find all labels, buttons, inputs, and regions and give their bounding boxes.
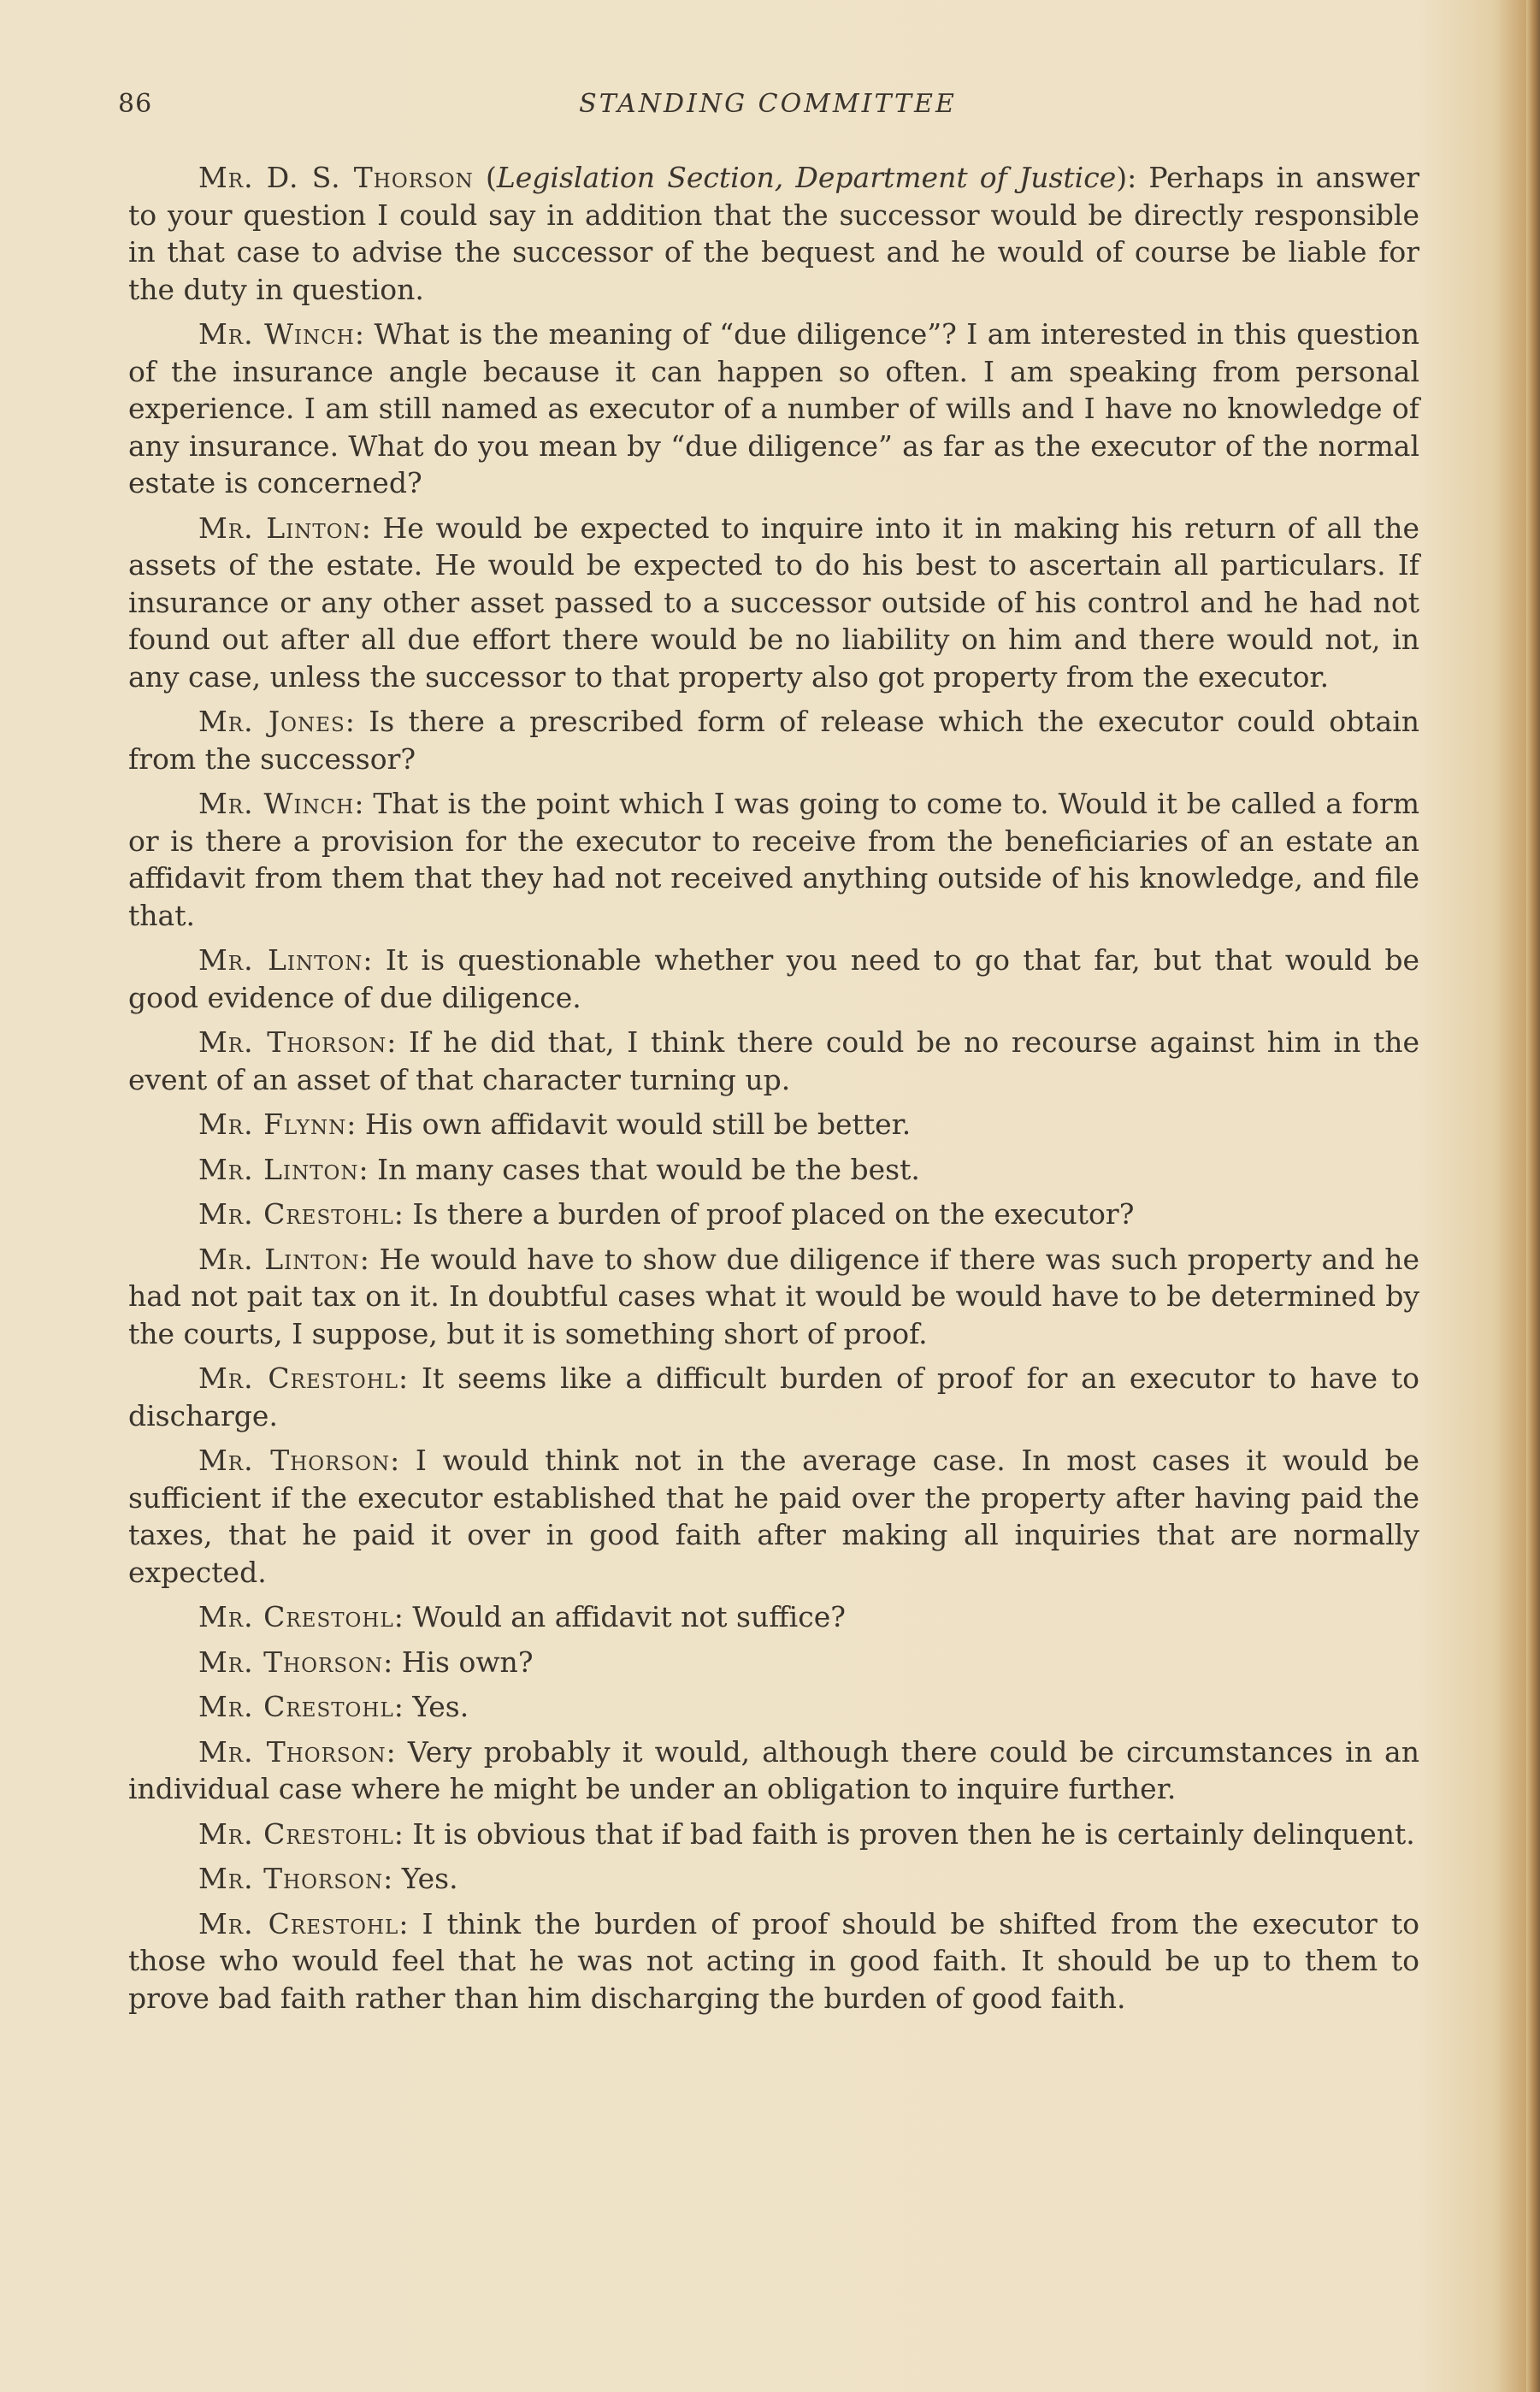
paragraph: Mr. Crestohl: I think the burden of proof should be shifted from the executor to those who would feel that he was not acting in good faith. It should be up to them to prove bad faith rather than him discharging the burden of good faith. xyxy=(128,1906,1419,2015)
paragraph: Mr. D. S. Thorson (Legislation Section, Department of Justice): Perhaps in answer to your question I could say in addition that the successor would be directly responsible in that case to advise the successor of the bequest and he would of course be liable for the duty in question. xyxy=(128,161,1419,306)
speaker-name: Mr. Crestohl xyxy=(198,1816,394,1851)
running-head: STANDING COMMITTEE xyxy=(579,89,957,119)
paragraph: Mr. Crestohl: Yes. xyxy=(198,1690,469,1723)
paragraph: Mr. Linton: He would have to show due diligence if there was such property and he had not pait tax on it. In doubtful cases what it would be would have to be determined by the courts, I suppose, but it is something short of proof. xyxy=(128,1242,1420,1350)
paragraph: Mr. Crestohl: It seems like a difficult burden of proof for an executor to have to discharge. xyxy=(128,1361,1419,1432)
paragraph-text: That is the point which I was going to come to. Would it be called a form or is there a provision for the executor to receive from the beneficiaries of an estate an affidavit from them that they had not received anything outside of his knowledge, and file that. xyxy=(128,787,1420,932)
paragraph-text: If he did that, I think there could be no recourse against him in the event of an asset of that character turning up. xyxy=(128,1025,1420,1096)
page-binding-edge xyxy=(1526,0,1540,2392)
speaker-name: Mr. Flynn xyxy=(198,1107,347,1141)
paragraph: Mr. Thorson: Yes. xyxy=(198,1862,458,1895)
paragraph: Mr. Linton: It is questionable whether you need to go that far, but that would be good evidence of due diligence. xyxy=(128,943,1419,1014)
paragraph-text: What is the meaning of “due diligence”? I am interested in this question of the insurance angle because it can happen so often. I am speaking from personal experience. I am still named as executor of a number of wills and I have no knowledge of any insurance. What do you mean by “due diligence” as far as the executor of the normal estate is concerned? xyxy=(128,317,1420,499)
paragraph: Mr. Thorson: I would think not in the average case. In most cases it would be sufficient if the executor established that he paid over the property after having paid the taxes, that he paid it over in good faith after making all inquiries that are normally expected. xyxy=(128,1444,1419,1589)
speaker-name: Mr. Winch xyxy=(198,787,355,820)
speaker-name: Mr. Crestohl xyxy=(198,1600,394,1633)
paragraph: Mr. Flynn: His own affidavit would still be better. xyxy=(198,1107,912,1141)
paragraph-text: Yes. xyxy=(401,1862,458,1895)
paragraph-text: I would think not in the average case. In most cases it would be sufficient if the executor established that he paid over the property after having paid the taxes, that he paid it over in good faith after making all inquiries that are normally expected. xyxy=(128,1444,1419,1589)
speaker-name: Mr. Thorson xyxy=(198,1734,386,1769)
speaker-name: Mr. Linton xyxy=(198,943,363,977)
paragraph-text: His own? xyxy=(401,1645,534,1679)
paragraph: Mr. Thorson: If he did that, I think there could be no recourse against him in the event of an asset of that character turning up. xyxy=(128,1025,1420,1096)
paragraph: Mr. Thorson: Very probably it would, although there could be circumstances in an individual case where he might be under an obligation to inquire further. xyxy=(128,1734,1419,1805)
paragraph-text: Would an affidavit not suffice? xyxy=(412,1600,846,1633)
speaker-name: Mr. Winch xyxy=(198,317,355,351)
speaker-name: Mr. Crestohl xyxy=(198,1197,394,1231)
paragraph: Mr. Jones: Is there a prescribed form of release which the executor could obtain from the successor? xyxy=(128,705,1420,776)
speaker-affiliation: Legislation Section, Department of Justice xyxy=(496,161,1117,194)
speaker-name: Mr. Linton xyxy=(198,1242,360,1276)
speaker-name: Mr. Thorson xyxy=(198,1025,387,1059)
speaker-name: Mr. Thorson xyxy=(198,1444,391,1477)
speaker-name: Mr. Thorson xyxy=(198,1862,384,1895)
transcript-body xyxy=(128,159,1419,2024)
paragraph: Mr. Crestohl: Is there a burden of proof placed on the executor? xyxy=(198,1197,1135,1231)
paragraph: Mr. Thorson: His own? xyxy=(198,1645,534,1679)
paragraph: Mr. Winch: What is the meaning of “due diligence”? I am interested in this question of the insurance angle because it can happen so often. I am speaking from personal experience. I am still named as executor of a number of wills and I have no knowledge of any insurance. What do you mean by “due diligence” as far as the executor of the normal estate is concerned? xyxy=(128,317,1420,499)
paragraph: Mr. Linton: He would be expected to inquire into it in making his return of all the assets of the estate. He would be expected to do his best to ascertain all particulars. If insurance or any other asset passed to a successor outside of his control and he had not found out after all due effort there would be no liability on him and there would not, in any case, unless the successor to that property also got property from the executor. xyxy=(128,511,1419,694)
page-header xyxy=(118,89,1418,132)
paragraph-text: It is obvious that if bad faith is proven then he is certainly delinquent. xyxy=(412,1816,1415,1851)
paragraph-text: It is questionable whether you need to go that far, but that would be good evidence of due diligence. xyxy=(128,943,1419,1014)
paragraph-text: I think the burden of proof should be shifted from the executor to those who would feel that he was not acting in good faith. It should be up to them to prove bad faith rather than him discharging the burden of good faith. xyxy=(128,1906,1419,2015)
paragraph: Mr. Linton: In many cases that would be the best. xyxy=(198,1152,920,1186)
paragraph-text: Is there a prescribed form of release which the executor could obtain from the successor? xyxy=(128,705,1420,776)
paragraph: Mr. Winch: That is the point which I was going to come to. Would it be called a form or is there a provision for the executor to receive from the beneficiaries of an estate an affidavit from them that they had not received anything outside of his knowledge, and file that. xyxy=(128,787,1420,932)
speaker-name: Mr. Linton xyxy=(198,1152,359,1186)
paragraph: Mr. Crestohl: Would an affidavit not suffice? xyxy=(198,1600,846,1633)
paragraph-text: Very probably it would, although there could be circumstances in an individual case where he might be under an obligation to inquire further. xyxy=(128,1734,1419,1805)
paragraph-text: In many cases that would be the best. xyxy=(377,1152,920,1186)
paragraph-text: Yes. xyxy=(412,1690,469,1723)
paragraph-text: It seems like a difficult burden of proof for an executor to have to discharge. xyxy=(128,1361,1419,1432)
speaker-name: Mr. Jones xyxy=(198,705,345,738)
paragraph-text: Is there a burden of proof placed on the executor? xyxy=(412,1197,1135,1231)
speaker-name: Mr. Thorson xyxy=(198,1645,384,1679)
paragraph-text: His own affidavit would still be better. xyxy=(364,1107,912,1141)
paragraph-text: Perhaps in answer to your question I could say in addition that the successor would be directly responsible in that case to advise the successor of the bequest and he would of course be liable for the duty in question. xyxy=(128,161,1419,306)
paragraph-text: He would have to show due diligence if there was such property and he had not pait tax on it. In doubtful cases what it would be would have to be determined by the courts, I suppose, but it is something short of proof. xyxy=(128,1242,1420,1350)
paragraph-text: He would be expected to inquire into it in making his return of all the assets of the estate. He would be expected to do his best to ascertain all particulars. If insurance or any other asset passed to a successor outside of his control and he had not found out after all due effort there would be no liability on him and there would not, in any case, unless the successor to that property also got property from the executor. xyxy=(128,511,1419,694)
speaker-name: Mr. Crestohl xyxy=(198,1361,399,1395)
speaker-name: Mr. Crestohl xyxy=(198,1906,399,1940)
speaker-name: Mr. D. S. Thorson xyxy=(198,161,474,194)
speaker-name: Mr. Crestohl xyxy=(198,1690,394,1723)
page-number: 86 xyxy=(118,89,153,119)
paragraph: Mr. Crestohl: It is obvious that if bad faith is proven then he is certainly delinquent. xyxy=(198,1816,1415,1851)
speaker-name: Mr. Linton xyxy=(198,511,362,545)
